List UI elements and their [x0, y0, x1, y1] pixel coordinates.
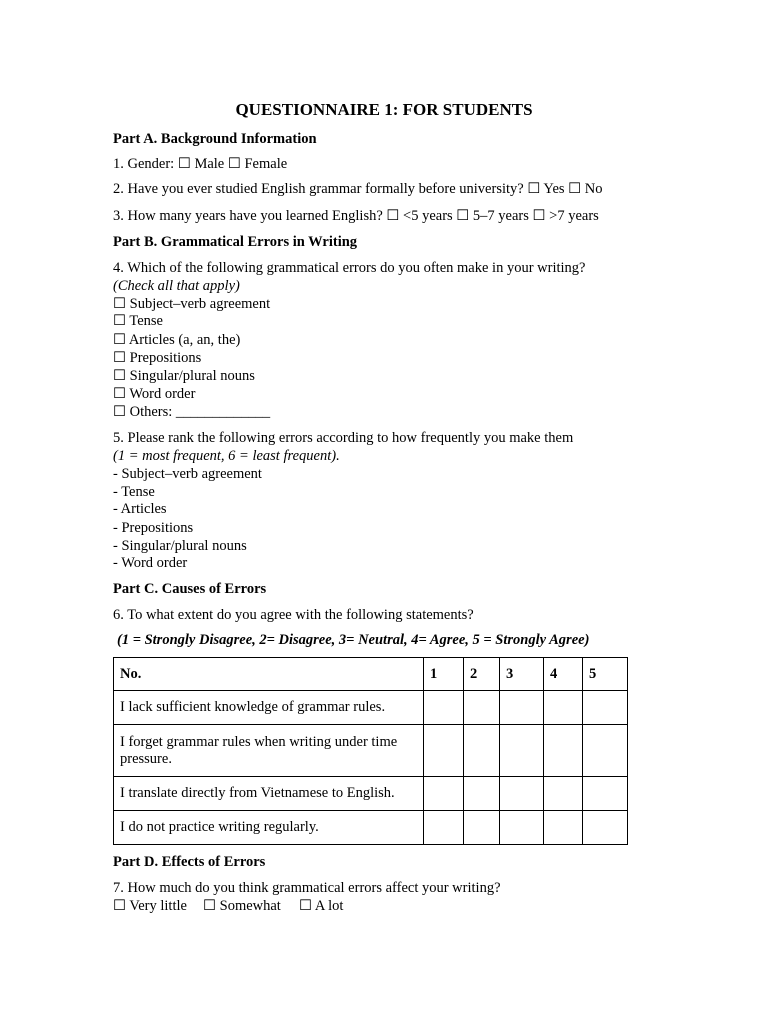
q4-option-others[interactable]: ☐ Others: _____________	[113, 404, 271, 420]
header-4: 4	[544, 658, 583, 691]
rating-cell-2[interactable]	[464, 691, 500, 725]
q5-item-articles: - Articles	[113, 501, 167, 517]
rating-cell-1[interactable]	[424, 691, 464, 725]
q5-item-subject-verb: - Subject–verb agreement	[113, 466, 262, 482]
rating-cell-1[interactable]	[424, 811, 464, 845]
rating-cell-5[interactable]	[583, 691, 628, 725]
rating-cell-5[interactable]	[583, 725, 628, 777]
question-6: 6. To what extent do you agree with the following statements?	[113, 607, 474, 623]
header-1: 1	[424, 658, 464, 691]
rating-cell-3[interactable]	[500, 725, 544, 777]
table-row	[114, 725, 628, 777]
header-5: 5	[583, 658, 628, 691]
q5-item-tense: - Tense	[113, 484, 155, 500]
rating-cell-2[interactable]	[464, 777, 500, 811]
table-row	[114, 811, 628, 845]
rating-cell-5[interactable]	[583, 777, 628, 811]
part-a-heading: Part A. Background Information	[113, 131, 317, 147]
part-d-heading: Part D. Effects of Errors	[113, 854, 266, 870]
document-title: QUESTIONNAIRE 1: FOR STUDENTS	[235, 100, 533, 119]
header-2: 2	[464, 658, 500, 691]
agreement-table	[113, 657, 628, 845]
q5-item-singular-plural: - Singular/plural nouns	[113, 538, 247, 554]
q4-option-subject-verb[interactable]: ☐ Subject–verb agreement	[113, 296, 271, 312]
q7-option-very-little[interactable]: ☐ Very little	[113, 898, 187, 914]
rating-cell-3[interactable]	[500, 811, 544, 845]
question-2-grammar-study: 2. Have you ever studied English grammar formally before university? ☐ Yes ☐ No	[113, 181, 603, 197]
q7-option-a-lot[interactable]: ☐ A lot	[299, 898, 344, 914]
table-row	[114, 691, 628, 725]
question-3-years-learned: 3. How many years have you learned English? ☐ <5 years ☐ 5–7 years ☐ >7 years	[113, 208, 599, 224]
statement-cell: I do not practice writing regularly.	[114, 811, 424, 845]
header-no: No.	[114, 658, 424, 691]
question-5: 5. Please rank the following errors according to how frequently you make them	[113, 430, 574, 446]
table-header-row	[114, 658, 628, 691]
q4-option-tense[interactable]: ☐ Tense	[113, 313, 163, 329]
question-4: 4. Which of the following grammatical errors do you often make in your writing?	[113, 260, 586, 276]
agreement-scale: (1 = Strongly Disagree, 2= Disagree, 3= Neutral, 4= Agree, 5 = Strongly Agree)	[117, 632, 590, 648]
header-3: 3	[500, 658, 544, 691]
q4-option-word-order[interactable]: ☐ Word order	[113, 386, 196, 402]
table-row	[114, 777, 628, 811]
q4-option-articles[interactable]: ☐ Articles (a, an, the)	[113, 332, 241, 348]
statement-cell: I translate directly from Vietnamese to English.	[114, 777, 424, 811]
statement-cell: I forget grammar rules when writing under time pressure.	[114, 725, 424, 777]
q7-option-somewhat[interactable]: ☐ Somewhat	[203, 898, 281, 914]
question-1-gender: 1. Gender: ☐ Male ☐ Female	[113, 156, 288, 172]
rating-cell-2[interactable]	[464, 725, 500, 777]
statement-cell: I lack sufficient knowledge of grammar rules.	[114, 691, 424, 725]
rating-cell-2[interactable]	[464, 811, 500, 845]
question-5-note: (1 = most frequent, 6 = least frequent).	[113, 448, 340, 464]
rating-cell-1[interactable]	[424, 725, 464, 777]
part-c-heading: Part C. Causes of Errors	[113, 581, 267, 597]
q4-option-prepositions[interactable]: ☐ Prepositions	[113, 350, 202, 366]
rating-cell-5[interactable]	[583, 811, 628, 845]
q5-item-word-order: - Word order	[113, 555, 188, 571]
rating-cell-1[interactable]	[424, 777, 464, 811]
rating-cell-4[interactable]	[544, 811, 583, 845]
part-b-heading: Part B. Grammatical Errors in Writing	[113, 234, 358, 250]
q4-option-singular-plural[interactable]: ☐ Singular/plural nouns	[113, 368, 255, 384]
question-4-note: (Check all that apply)	[113, 278, 240, 294]
rating-cell-4[interactable]	[544, 777, 583, 811]
rating-cell-4[interactable]	[544, 691, 583, 725]
rating-cell-3[interactable]	[500, 777, 544, 811]
q5-item-prepositions: - Prepositions	[113, 520, 194, 536]
question-7: 7. How much do you think grammatical errors affect your writing?	[113, 880, 501, 896]
rating-cell-3[interactable]	[500, 691, 544, 725]
rating-cell-4[interactable]	[544, 725, 583, 777]
